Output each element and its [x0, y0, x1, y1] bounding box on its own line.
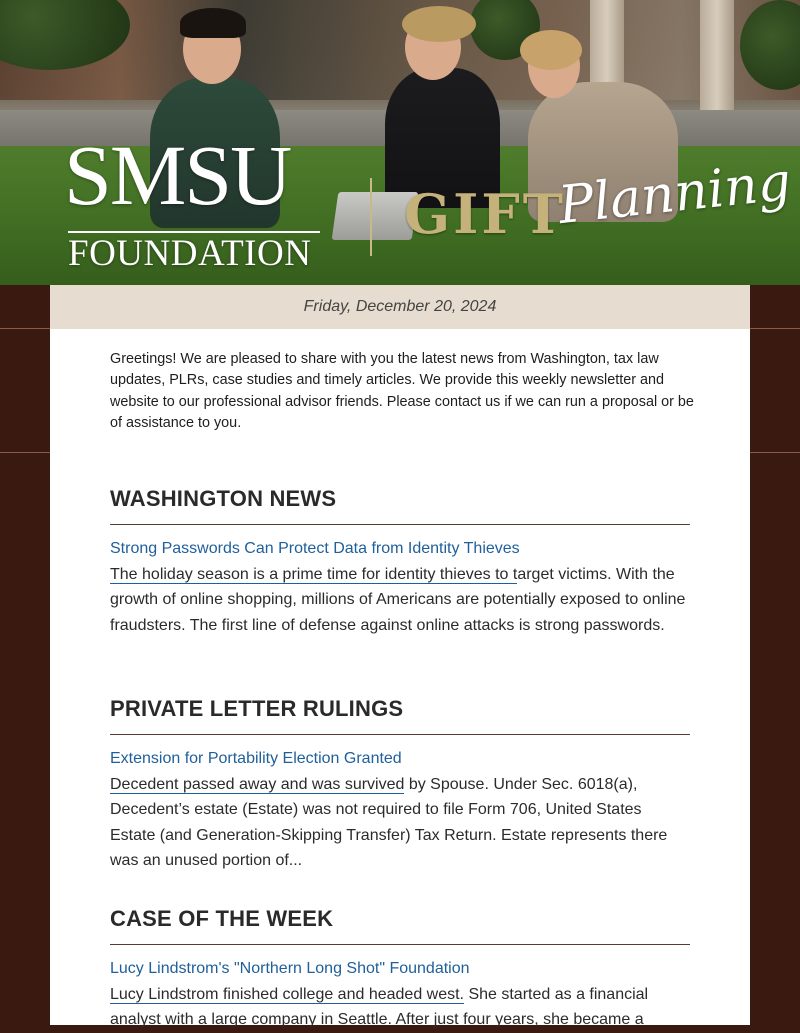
article-summary — [110, 562, 690, 638]
article-summary-lead[interactable]: The holiday season is a prime time for identity thieves to t — [110, 566, 518, 583]
student-hair — [180, 8, 246, 38]
banner-column — [700, 0, 734, 115]
article-summary-rest: She started as a financial analyst with a large company in Seattle. After just four years, she became a — [110, 986, 649, 1029]
section-heading: CASE OF THE WEEK — [110, 906, 690, 945]
article-summary-lead[interactable]: Decedent passed away and was survived — [110, 776, 405, 793]
student-hair — [402, 6, 476, 42]
header-banner — [0, 0, 800, 285]
section-heading: WASHINGTON NEWS — [110, 486, 690, 525]
logo-divider — [370, 178, 372, 256]
article-summary — [110, 772, 690, 873]
article-summary — [110, 982, 690, 1033]
article-link[interactable]: Lucy Lindstrom's "Northern Long Shot" Foundation — [110, 960, 470, 977]
logo-smsu: SMSU — [64, 127, 291, 223]
section-heading: PRIVATE LETTER RULINGS — [110, 696, 690, 735]
section-case-of-the-week — [110, 906, 690, 1033]
logo-gift: GIFT — [404, 182, 566, 246]
newsletter-content — [50, 329, 750, 1029]
article-summary-rest: by Spouse. Under Sec. 6018(a), Decedent’s estate (Estate) was not required to file Form 706, United States Estate (and Generation-Skipping Transfer) Tax Return. Estate represents there was an unused portion of... — [110, 776, 668, 869]
logo-foundation: FOUNDATION — [68, 233, 312, 274]
section-washington-news — [110, 486, 690, 638]
article-summary-rest: arget victims. With the growth of online shopping, millions of Americans are potentially exposed to online fraudsters. The first line of defense against online attacks is strong passwords. — [110, 566, 686, 634]
article-link[interactable]: Extension for Portability Election Granted — [110, 750, 402, 767]
section-private-letter-rulings — [110, 696, 690, 873]
newsletter-date: Friday, December 20, 2024 — [50, 285, 750, 329]
article-link[interactable]: Strong Passwords Can Protect Data from Identity Thieves — [110, 540, 520, 557]
intro-paragraph: Greetings! We are pleased to share with you the latest news from Washington, tax law updates, PLRs, case studies and timely articles. We provide this weekly newsletter and website to our professional advisor friends. Please contact us if we can run a proposal or be of assistance to you. — [110, 351, 694, 431]
student-hair — [520, 30, 582, 70]
logo-planning: Planning — [555, 151, 794, 236]
article-summary-lead[interactable]: Lucy Lindstrom finished college and headed west. — [110, 986, 464, 1003]
